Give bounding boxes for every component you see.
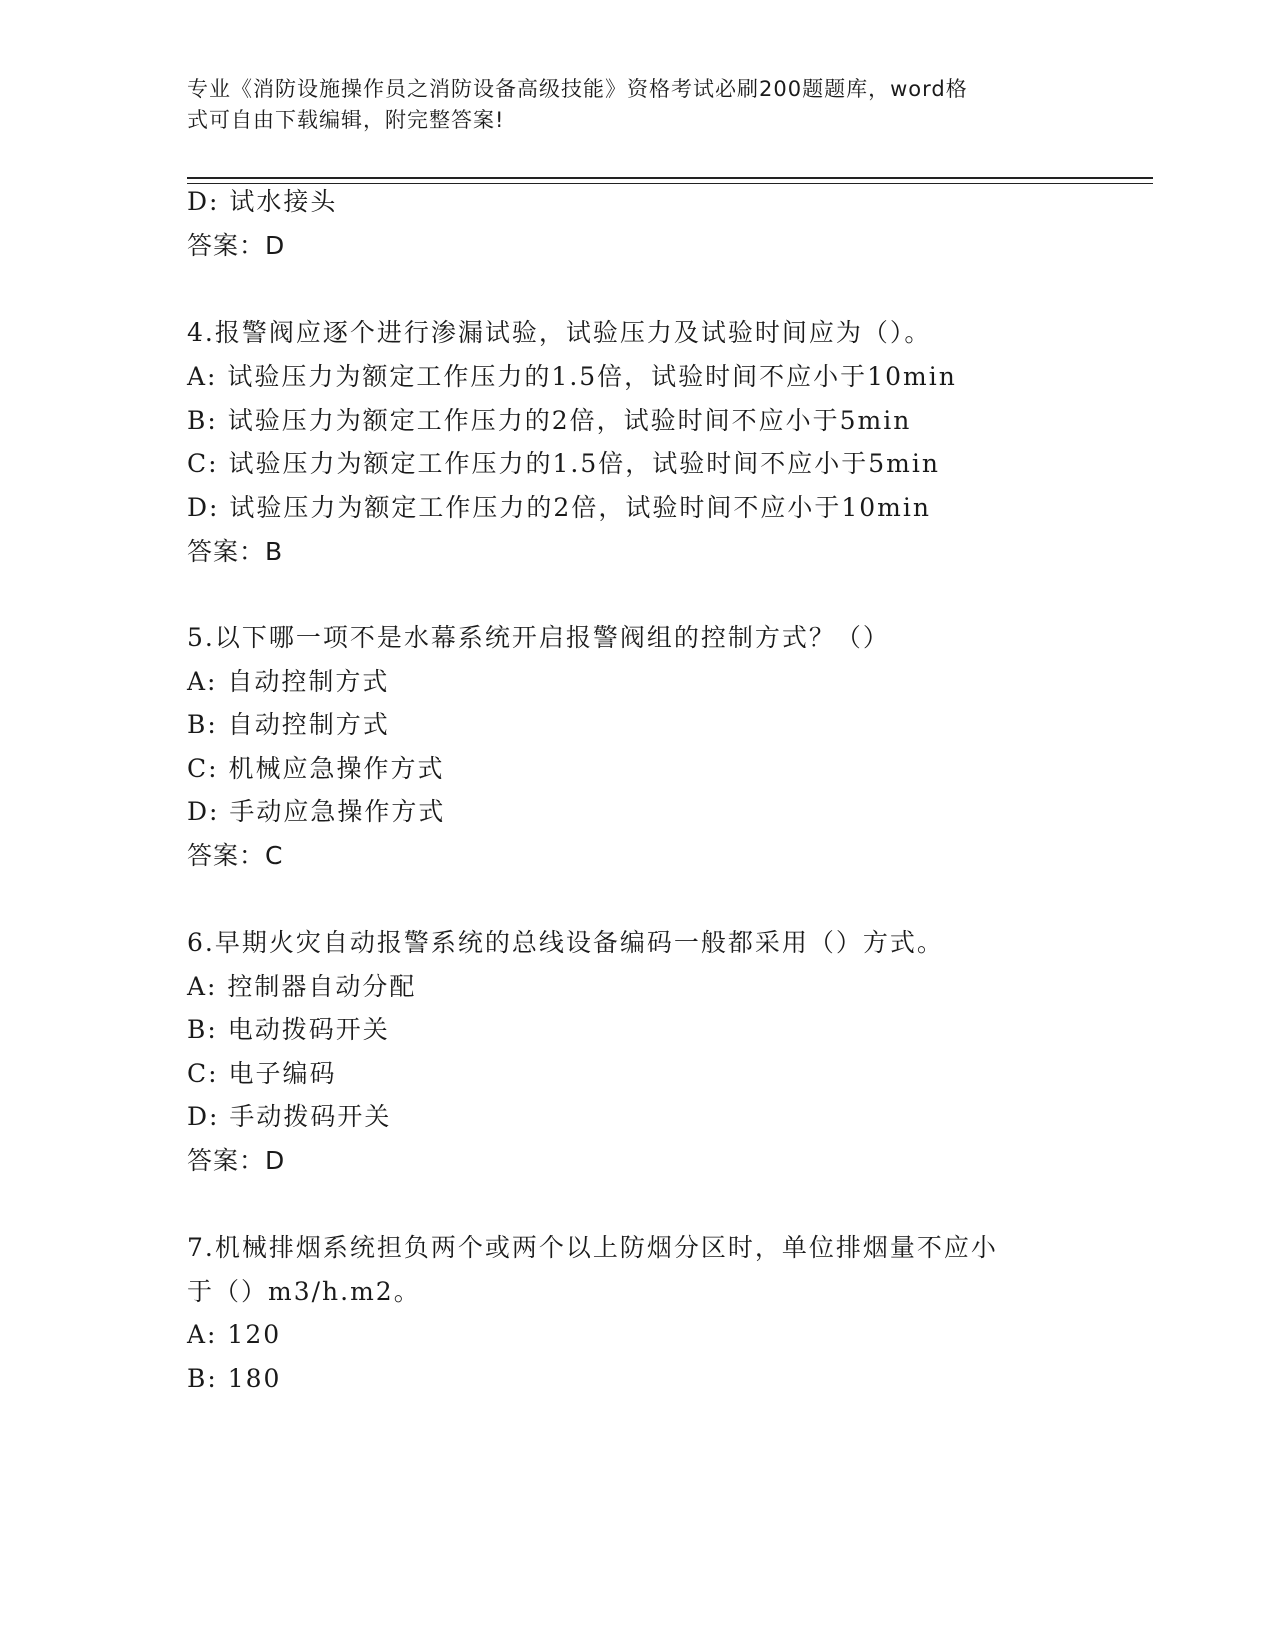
question-6-stem: 6.早期火灾自动报警系统的总线设备编码一般都采用（）方式。 [187,928,944,957]
document-header [187,74,1067,136]
header-divider-thick [187,177,1153,179]
question-4-option-a: A: 试验压力为额定工作压力的1.5倍，试验时间不应小于10min [187,362,957,391]
answer-label: 答案：D [187,231,286,260]
header-line-1: 专业《消防设施操作员之消防设备高级技能》资格考试必刷200题题库，word格 [187,77,968,101]
question-5-answer: 答案：C [187,841,284,870]
header-line-2: 式可自由下载编辑，附完整答案! [187,108,505,132]
question-6-answer: 答案：D [187,1146,286,1175]
header-divider-thin [187,183,1153,184]
question-6-option-b: B: 电动拨码开关 [187,1015,390,1044]
question-5-option-b: B: 自动控制方式 [187,710,390,739]
question-6-option-c: C: 电子编码 [187,1059,337,1088]
question-5-option-d: D: 手动应急操作方式 [187,797,446,826]
question-5-stem: 5.以下哪一项不是水幕系统开启报警阀组的控制方式？（） [187,623,890,652]
question-6-option-d: D: 手动拨码开关 [187,1102,392,1131]
question-5-option-a: A: 自动控制方式 [187,667,390,696]
question-4-answer: 答案：B [187,537,284,566]
question-4-stem: 4.报警阀应逐个进行渗漏试验，试验压力及试验时间应为（）。 [187,318,932,347]
question-4-option-b: B: 试验压力为额定工作压力的2倍，试验时间不应小于5min [187,406,912,435]
question-6-option-a: A: 控制器自动分配 [187,972,417,1001]
question-7-option-a: A: 120 [187,1320,282,1349]
question-7-stem-line-1: 7.机械排烟系统担负两个或两个以上防烟分区时，单位排烟量不应小 [187,1233,998,1262]
option-d: D: 试水接头 [187,187,338,216]
question-4-option-d: D: 试验压力为额定工作压力的2倍，试验时间不应小于10min [187,493,931,522]
question-5-option-c: C: 机械应急操作方式 [187,754,445,783]
question-7-stem-line-2: 于（）m3/h.m2。 [187,1277,421,1306]
question-4-option-c: C: 试验压力为额定工作压力的1.5倍，试验时间不应小于5min [187,449,940,478]
question-7-option-b: B: 180 [187,1364,282,1393]
